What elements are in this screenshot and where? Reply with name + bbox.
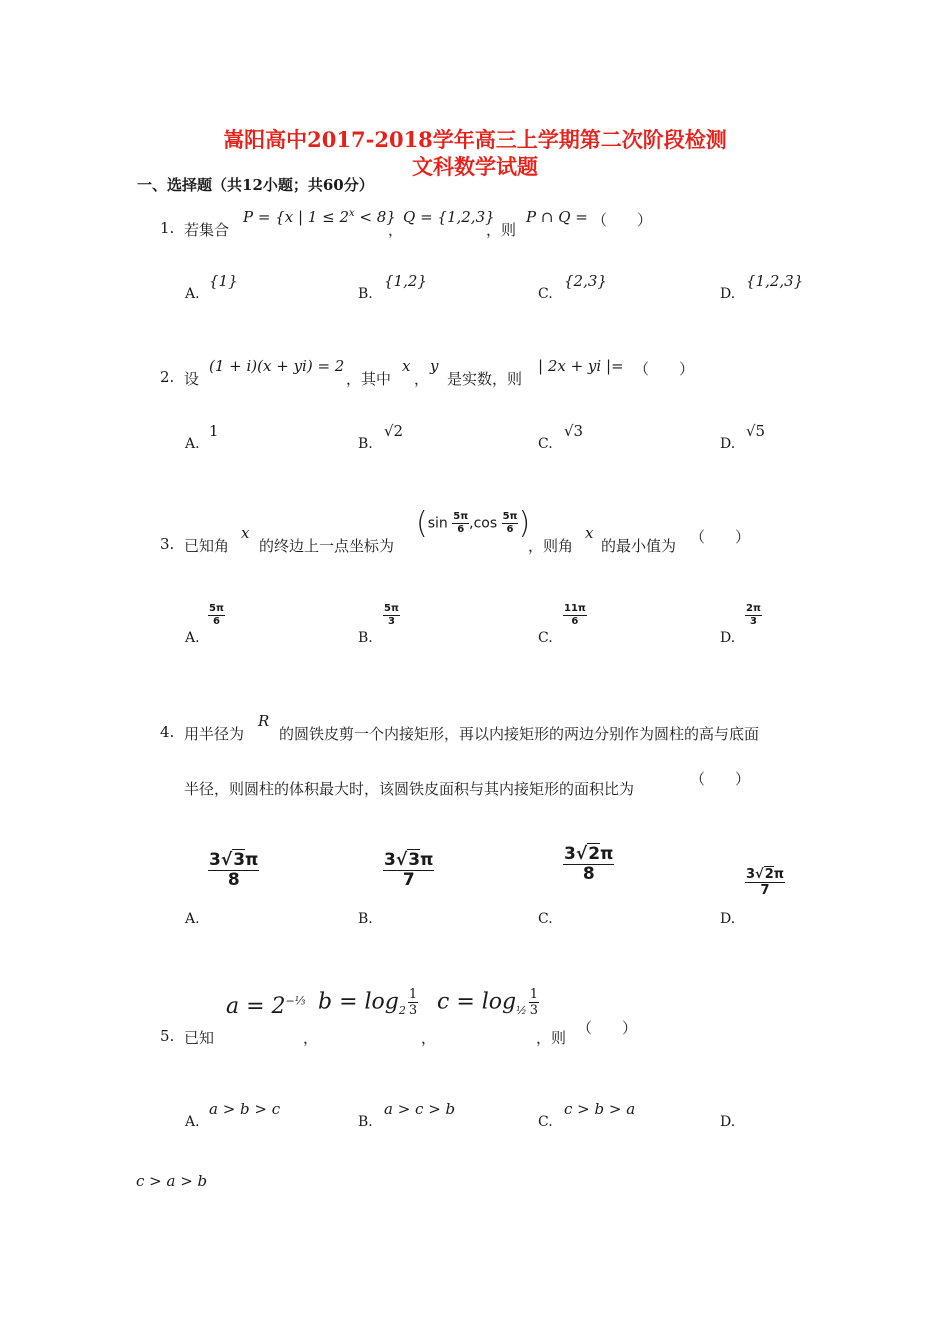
q1-number: 1.	[160, 219, 175, 237]
q5-option-b: a > c > b	[384, 1100, 456, 1118]
q1-option-b: {1,2}	[384, 272, 427, 290]
q1-paren: （ ）	[592, 211, 653, 229]
q5-option-d: c > a > b	[136, 1172, 208, 1190]
q2-equation: (1 + i)(x + yi) = 2	[209, 357, 345, 375]
q1-set-p: P = {x | $1 \le 2^x < 8$}	[243, 208, 396, 226]
q4-option-a-label: A.	[185, 911, 200, 927]
q4-option-b: $\frac{3√3\pi}{7}$	[384, 850, 434, 890]
q1-option-d: {1,2,3}	[746, 272, 804, 290]
q2-option-b-label: B.	[358, 436, 373, 452]
q5-c: $c = \log_{\frac{1}{2}}$ $\frac{1}{3}$	[437, 987, 539, 1018]
q4-line2: 半径，则圆柱的体积最大时，该圆铁皮面积与其内接矩形的面积比为	[184, 780, 635, 798]
q3-x2: x	[585, 524, 594, 542]
q3-point: (sin $\frac{5\pi}{6}$ ,cos $\frac{5\pi}{6}$ )	[416, 506, 531, 541]
q3-option-a-label: A.	[185, 630, 200, 646]
q1-option-a-label: A.	[185, 286, 200, 302]
doc-title-line1: 嵩阳高中2017-2018学年高三上学期第二次阶段检测	[223, 127, 727, 152]
q3-option-b-label: B.	[358, 630, 373, 646]
q2-option-a: 1	[209, 422, 219, 440]
q2-real: 是实数，则	[447, 370, 523, 388]
q1-option-c-label: C.	[538, 286, 553, 302]
q5-paren: （ ）	[577, 1019, 638, 1037]
q2-pre: 设	[184, 370, 200, 388]
doc-title-line2: 文科数学试题	[412, 154, 538, 179]
q2-abs: | 2x + yi |=	[538, 357, 624, 375]
q4-number: 4.	[160, 723, 175, 741]
q5-a: $a = 2^{-\frac{1}{3}}$	[226, 994, 306, 1019]
q2-option-a-label: A.	[185, 436, 200, 452]
q2-option-c-label: C.	[538, 436, 553, 452]
q5-option-a: a > b > c	[209, 1100, 281, 1118]
q4-line1: 的圆铁皮剪一个内接矩形，再以内接矩形的两边分别作为圆柱的高与底面	[279, 725, 760, 743]
q1-expr: P ∩ Q =	[526, 208, 588, 226]
q3-paren: （ ）	[690, 528, 751, 546]
q3-number: 3.	[160, 535, 175, 553]
q4-option-a: $\frac{3√3\pi}{8}$	[209, 850, 259, 890]
q2-option-d-label: D.	[720, 436, 736, 452]
q4-option-b-label: B.	[358, 911, 373, 927]
q3-option-b: $\frac{5\pi}{3}$	[384, 603, 399, 627]
q1-set-q: Q = {1,2,3}	[403, 208, 495, 226]
q3-option-c-label: C.	[538, 630, 553, 646]
q5-pre: 已知	[184, 1029, 215, 1047]
q5-b: $b = \log_2$ $\frac{1}{3}$	[318, 987, 418, 1018]
q4-option-d: $\frac{3√2\pi}{7}$	[746, 867, 785, 898]
q5-option-d-label: D.	[720, 1114, 736, 1130]
q3-pre: 已知角	[184, 537, 230, 555]
q5-option-c-label: C.	[538, 1114, 553, 1130]
q3-mid: 的终边上一点坐标为	[259, 537, 395, 555]
q5-number: 5.	[160, 1027, 175, 1045]
q2-option-c: √3	[564, 422, 584, 440]
q2-mid: ，其中	[346, 370, 392, 388]
section-heading: 一、选择题（共12小题；共60分）	[137, 176, 374, 194]
q3-option-a: $\frac{5\pi}{6}$	[209, 603, 224, 627]
q4-paren: （ ）	[690, 770, 751, 788]
q3-post: 的最小值为	[601, 537, 677, 555]
q5-option-c: c > b > a	[564, 1100, 636, 1118]
q4-r: R	[258, 712, 270, 730]
q2-paren: （ ）	[634, 360, 695, 378]
q2-number: 2.	[160, 368, 175, 386]
q3-option-d-label: D.	[720, 630, 736, 646]
q1-then: ，则	[486, 221, 517, 239]
q1-option-a: {1}	[209, 272, 238, 290]
q3-x: x	[241, 524, 250, 542]
q3-then: ，则角	[528, 537, 574, 555]
q3-option-d: $\frac{2\pi}{3}$	[746, 603, 761, 627]
q4-option-d-label: D.	[720, 911, 736, 927]
q1-option-d-label: D.	[720, 286, 736, 302]
q5-comma-1: ，	[303, 1029, 319, 1047]
q4-option-c: $\frac{3√2\pi}{8}$	[564, 844, 614, 884]
q3-option-c: $\frac{11\pi}{6}$	[564, 603, 586, 627]
q1-option-c: {2,3}	[564, 272, 607, 290]
q5-then: ，则	[536, 1029, 567, 1047]
q2-option-b: √2	[384, 422, 404, 440]
q2-y: y	[430, 357, 439, 375]
q4-option-c-label: C.	[538, 911, 553, 927]
q2-option-d: √5	[746, 422, 766, 440]
q5-option-b-label: B.	[358, 1114, 373, 1130]
q1-text: 若集合	[184, 221, 230, 239]
q2-sep: ，	[414, 370, 430, 388]
q4-pre: 用半径为	[184, 725, 245, 743]
q2-x: x	[402, 357, 411, 375]
q1-comma: ，	[388, 221, 404, 239]
q5-comma-2: ，	[421, 1029, 437, 1047]
q1-option-b-label: B.	[358, 286, 373, 302]
q5-option-a-label: A.	[185, 1114, 200, 1130]
